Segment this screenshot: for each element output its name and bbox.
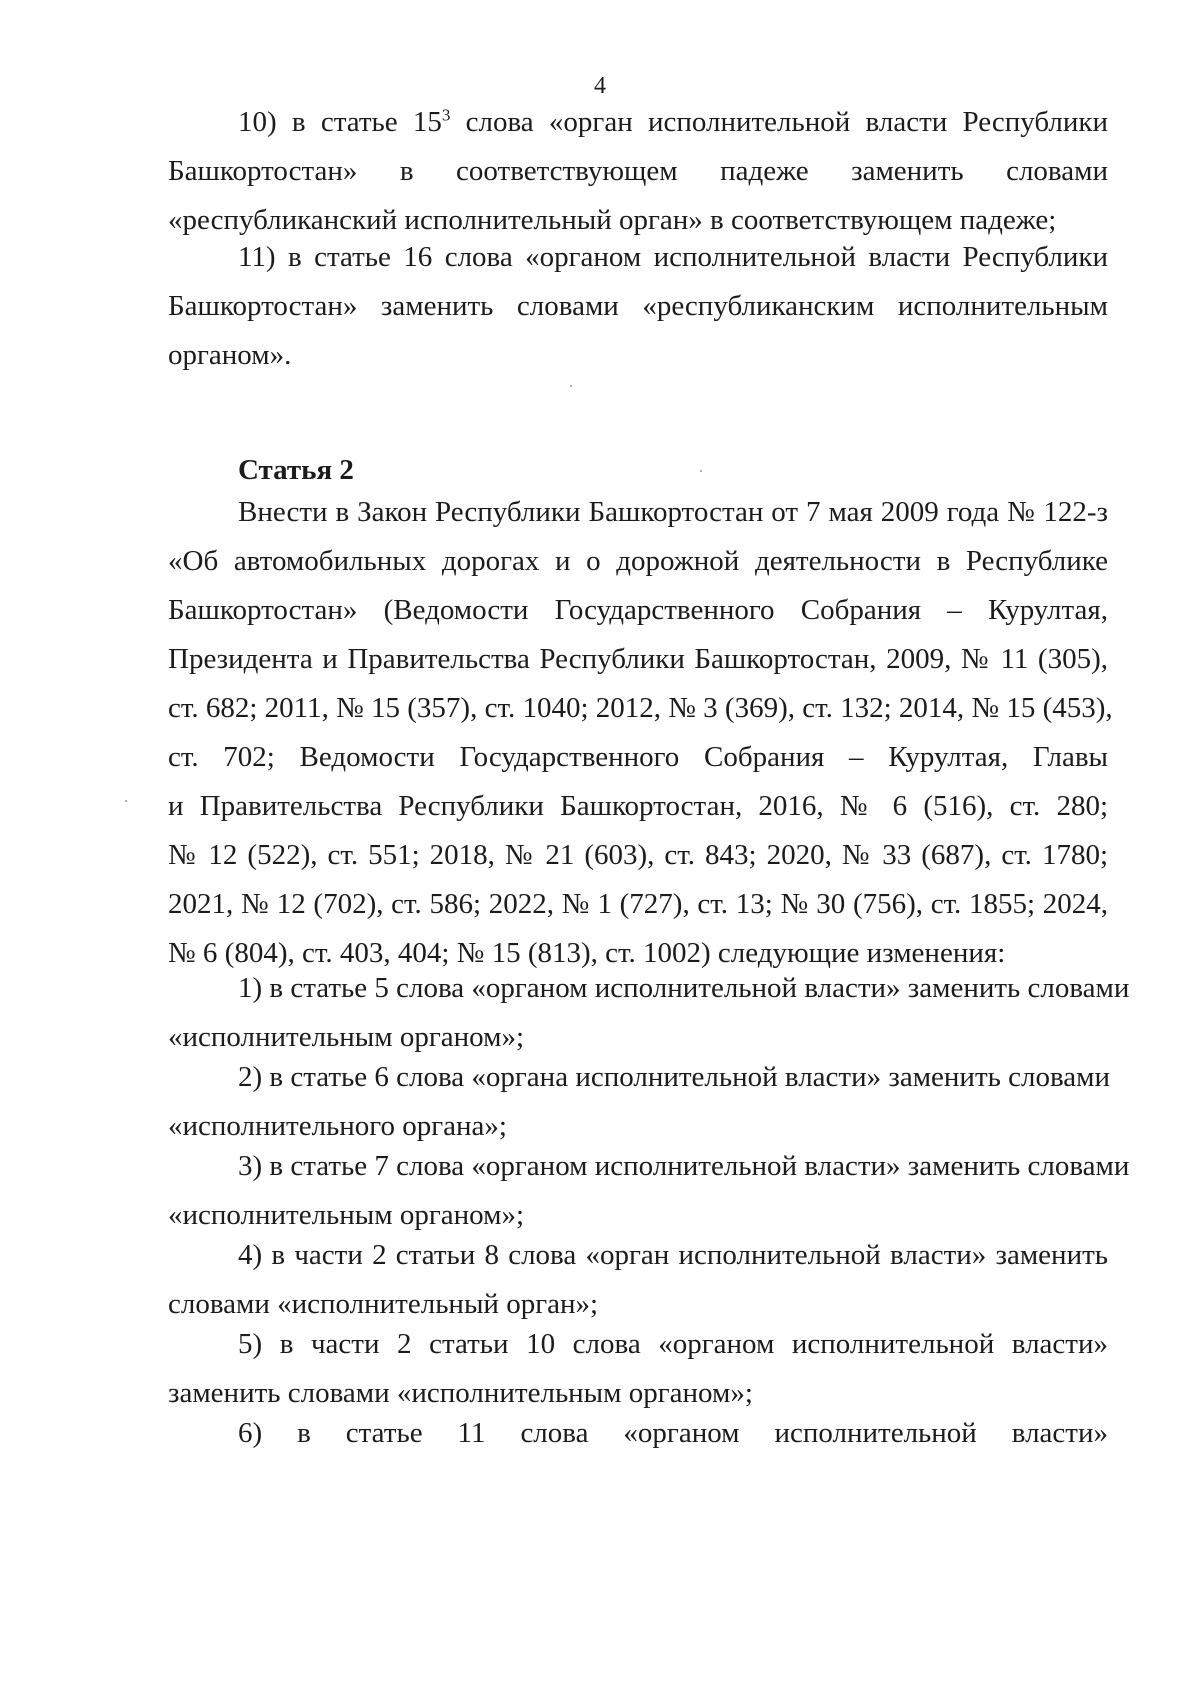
article-intro-line: «Об автомобильных дорогах и о дорожной деятельности в Республике <box>168 545 1108 577</box>
article-intro-line: № 12 (522), ст. 551; 2018, № 21 (603), ст. 843; 2020, № 33 (687), ст. 1780; <box>168 839 1108 871</box>
superscript: 3 <box>441 105 451 125</box>
article-intro-line: 2021, № 12 (702), ст. 586; 2022, № 1 (727), ст. 13; № 30 (756), ст. 1855; 2024, <box>168 888 1108 920</box>
list-item-3-line-2: «исполнительным органом»; <box>168 1199 525 1231</box>
list-item-11 <box>168 233 1108 380</box>
list-item-4-line-1: 4) в части 2 статьи 8 слова «орган исполнительной власти» заменить <box>238 1239 1108 1271</box>
list-item-2-line-1: 2) в статье 6 слова «органа исполнительной власти» заменить словами <box>238 1061 1110 1093</box>
scan-speck <box>125 800 127 802</box>
article-intro-line: ст. 702; Ведомости Государственного Собрания – Курултая, Главы <box>168 741 1108 773</box>
list-item-5-line-2: заменить словами «исполнительным органом»; <box>168 1377 753 1409</box>
list-item-3 <box>168 1142 1130 1240</box>
article-intro-line: Президента и Правительства Республики Башкортостан, 2009, № 11 (305), <box>168 643 1108 675</box>
article-intro-line: и Правительства Республики Башкортостан, 2016, № 6 (516), ст. 280; <box>168 790 1108 822</box>
article-intro-line: Внести в Закон Республики Башкортостан от 7 мая 2009 года № 122-з <box>238 496 1108 528</box>
list-item-6 <box>168 1409 1108 1458</box>
list-item-10-text-a: 10) в статье 15 <box>238 106 442 138</box>
list-item-6-line-1: 6) в статье 11 слова «органом исполнительной власти» <box>238 1417 1108 1449</box>
article-intro <box>168 488 1113 978</box>
article-intro-line: Башкортостан» (Ведомости Государственного Собрания – Курултая, <box>168 594 1108 626</box>
article-intro-line: ст. 682; 2011, № 15 (357), ст. 1040; 2012, № 3 (369), ст. 132; 2014, № 15 (453), <box>168 692 1113 724</box>
list-item-10-line-2: Башкортостан» в соответствующем падеже заменить словами <box>168 155 1108 187</box>
list-item-2-line-2: «исполнительного органа»; <box>168 1110 507 1142</box>
list-item-10-text-b: слова «орган исполнительной власти Республики <box>450 106 1108 138</box>
list-item-3-line-1: 3) в статье 7 слова «органом исполнительной власти» заменить словами <box>238 1150 1130 1182</box>
scan-speck <box>700 470 702 472</box>
list-item-10-line-1 <box>168 98 1108 147</box>
list-item-11-line-2: Башкортостан» заменить словами «республиканским исполнительным <box>168 290 1108 322</box>
list-item-1-line-1: 1) в статье 5 слова «органом исполнительной власти» заменить словами <box>238 972 1130 1004</box>
list-item-1 <box>168 964 1130 1062</box>
list-item-5-line-1: 5) в части 2 статьи 10 слова «органом исполнительной власти» <box>238 1328 1108 1360</box>
list-item-10-line-3: «республиканский исполнительный орган» в соответствующем падеже; <box>168 204 1057 236</box>
scan-speck <box>570 385 572 387</box>
list-item-5 <box>168 1320 1108 1418</box>
list-item-4 <box>168 1231 1108 1329</box>
list-item-1-line-2: «исполнительным органом»; <box>168 1021 525 1053</box>
list-item-11-line-1: 11) в статье 16 слова «органом исполнительной власти Республики <box>238 241 1108 273</box>
page-number: 4 <box>594 73 606 99</box>
article-intro-line: № 6 (804), ст. 403, 404; № 15 (813), ст. 1002) следующие изменения: <box>168 937 1006 969</box>
list-item-2 <box>168 1053 1108 1151</box>
list-item-11-line-3: органом». <box>168 339 292 371</box>
article-heading: Статья 2 <box>238 454 354 486</box>
list-item-10 <box>168 98 1108 245</box>
list-item-4-line-2: словами «исполнительный орган»; <box>168 1288 599 1320</box>
